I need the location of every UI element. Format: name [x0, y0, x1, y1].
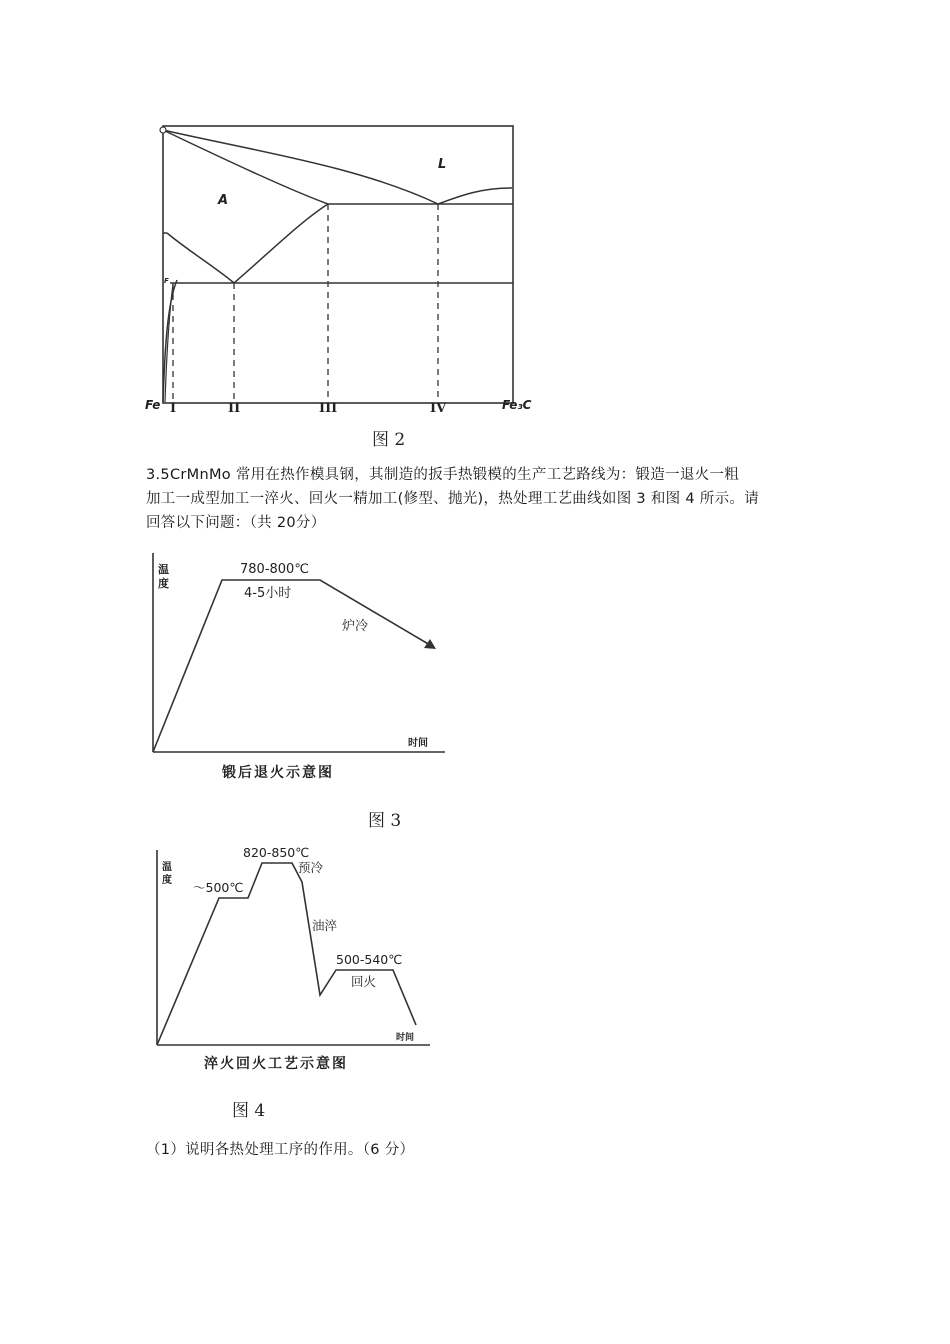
- x-axis-right-label: Fe₃C: [502, 398, 532, 412]
- a3-line: [167, 233, 234, 283]
- phase-label-A: A: [218, 193, 229, 208]
- quench-temperature-label: 820-850℃: [243, 845, 310, 860]
- phase-label-F: F: [164, 277, 169, 285]
- holding-time-label: 4-5小时: [244, 586, 292, 601]
- x-label: 时间: [408, 738, 428, 749]
- y-label-2: 度: [158, 577, 169, 590]
- figure-2-phase-diagram: [140, 112, 540, 457]
- temper-label: 回火: [351, 974, 377, 989]
- sub-question-1-text: （1）说明各热处理工序的作用。（6 分）: [146, 1142, 415, 1158]
- tick-label-II: II: [228, 401, 241, 416]
- figure-3-title: 锻后退火示意图: [222, 765, 334, 781]
- figure-2-caption: 图 2: [372, 430, 406, 450]
- cooling-arrow-head: [424, 639, 436, 649]
- liquidus-right-line: [438, 188, 512, 204]
- question-3-line-1: 3.5CrMnMo 常用在热作模具钢，其制造的扳手热锻模的生产工艺路线为：锻造一退火一粗: [146, 467, 740, 483]
- oil-quench-label: 油淬: [312, 918, 338, 933]
- tick-label-IV: IV: [430, 401, 447, 416]
- tick-label-III: III: [319, 401, 338, 416]
- x-label: 时间: [396, 1033, 415, 1043]
- figure-3-annealing-diagram: [140, 545, 500, 835]
- question-3-line-2: 加工一成型加工一淬火、回火一精加工(修型、抛光)，热处理工艺曲线如图 3 和图 4 所示。请: [146, 491, 759, 507]
- annealing-curve: [153, 580, 430, 752]
- acm-line: [234, 204, 328, 283]
- solidus-line: [163, 130, 328, 204]
- x-axis-left-label: Fe: [145, 398, 161, 412]
- figure-4-caption: 图 4: [232, 1101, 266, 1121]
- question-3-text: [146, 463, 826, 535]
- y-label-2: 度: [162, 875, 172, 886]
- precool-label: 预冷: [298, 860, 324, 875]
- y-label-1: 温: [158, 563, 169, 576]
- temper-temperature-label: 500-540℃: [336, 952, 403, 967]
- tick-label-I: I: [170, 401, 177, 416]
- diagram-frame: [163, 126, 513, 403]
- origin-marker: [160, 127, 166, 133]
- furnace-cooling-label: 炉冷: [342, 619, 369, 634]
- figure-3-caption: 图 3: [368, 811, 402, 831]
- phase-label-L: L: [438, 157, 447, 172]
- annealing-temperature-label: 780-800℃: [240, 562, 309, 577]
- question-3-line-3: 回答以下问题：（共 20分）: [146, 515, 326, 531]
- sub-question-1: [146, 1138, 826, 1162]
- figure-4-quench-temper-diagram: [140, 840, 450, 1125]
- preheat-temperature-label: ～500℃: [193, 880, 244, 895]
- figure-4-title: 淬火回火工艺示意图: [204, 1056, 348, 1072]
- y-label-1: 温: [162, 862, 172, 873]
